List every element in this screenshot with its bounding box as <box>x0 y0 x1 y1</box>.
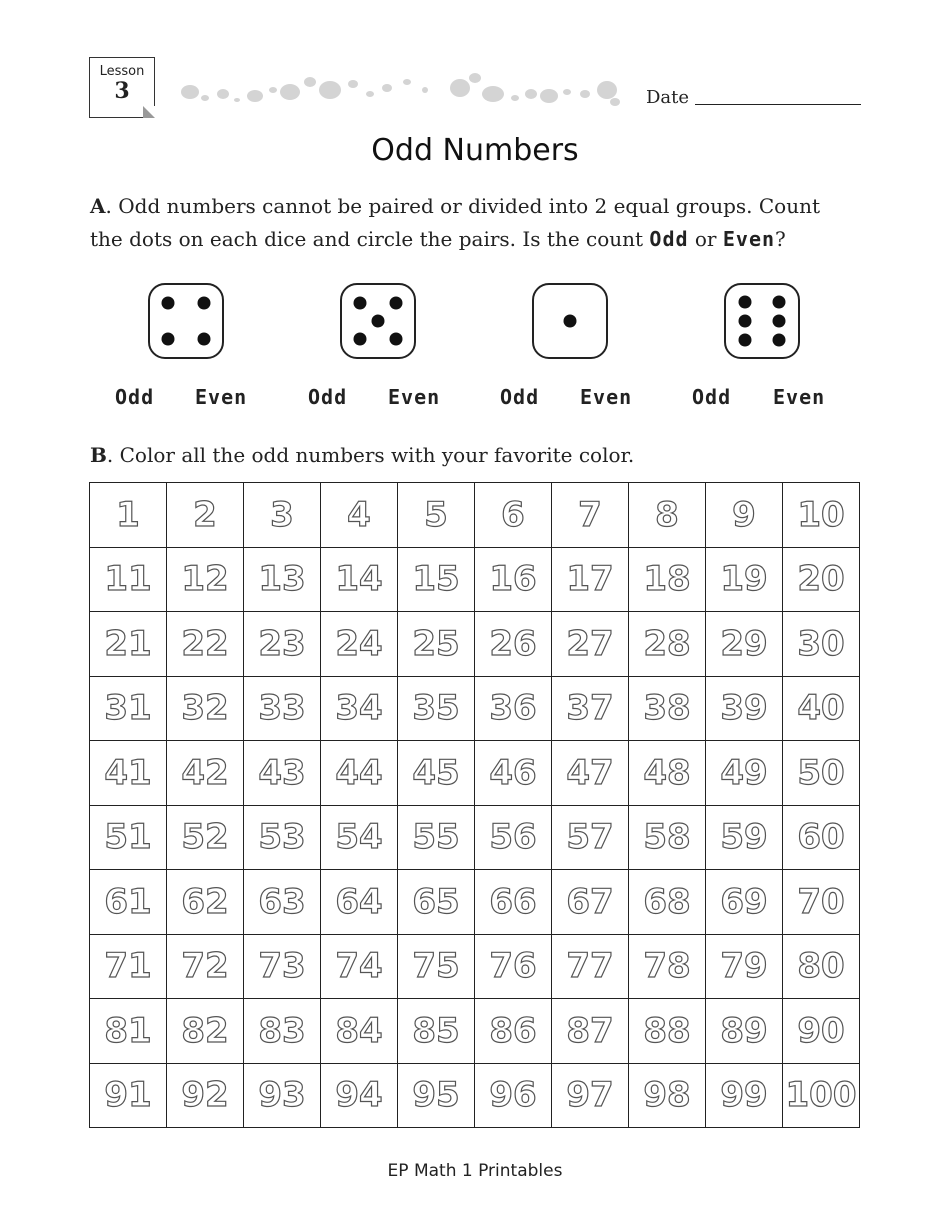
number-cell[interactable]: 26 <box>475 612 552 677</box>
date-field[interactable] <box>646 87 861 108</box>
dice-4-even-choice[interactable]: Even <box>773 385 826 409</box>
number-cell[interactable]: 38 <box>629 676 706 741</box>
number-cell[interactable]: 13 <box>244 547 321 612</box>
number-cell[interactable]: 51 <box>90 805 167 870</box>
section-b-text: . Color all the odd numbers with your favorite color. <box>106 443 635 467</box>
lesson-label: Lesson <box>99 64 145 79</box>
dice-four <box>148 283 224 359</box>
section-b-letter: B <box>90 443 107 467</box>
number-cell[interactable]: 65 <box>398 870 475 935</box>
lesson-number: 3 <box>114 78 130 104</box>
number-cell[interactable]: 50 <box>783 741 860 806</box>
chart-row <box>90 741 860 806</box>
number-cell[interactable]: 4 <box>321 483 398 548</box>
chart-row <box>90 547 860 612</box>
number-cell[interactable]: 43 <box>244 741 321 806</box>
number-cell[interactable]: 41 <box>90 741 167 806</box>
number-cell[interactable]: 28 <box>629 612 706 677</box>
number-cell[interactable]: 24 <box>321 612 398 677</box>
number-cell[interactable]: 100 <box>783 1063 860 1128</box>
number-cell[interactable]: 54 <box>321 805 398 870</box>
number-cell[interactable]: 17 <box>552 547 629 612</box>
number-cell[interactable]: 53 <box>244 805 321 870</box>
number-cell[interactable]: 49 <box>706 741 783 806</box>
number-cell[interactable]: 5 <box>398 483 475 548</box>
number-cell[interactable]: 37 <box>552 676 629 741</box>
dice-six <box>724 283 800 359</box>
number-cell[interactable]: 19 <box>706 547 783 612</box>
dice-2-even-choice[interactable]: Even <box>388 385 441 409</box>
number-cell[interactable]: 45 <box>398 741 475 806</box>
footer: EP Math 1 Printables <box>387 1161 563 1181</box>
number-cell[interactable]: 22 <box>167 612 244 677</box>
number-cell[interactable]: 81 <box>90 999 167 1064</box>
dice-4-odd-choice[interactable]: Odd <box>692 385 732 409</box>
number-cell[interactable]: 6 <box>475 483 552 548</box>
section-a-text: . Odd numbers cannot be paired or divided into 2 equal groups. Count the dots on each dice and circle the pairs. Is the count <box>90 194 821 251</box>
number-cell[interactable]: 94 <box>321 1063 398 1128</box>
number-cell[interactable]: 72 <box>167 934 244 999</box>
number-cell[interactable]: 59 <box>706 805 783 870</box>
number-cell[interactable]: 69 <box>706 870 783 935</box>
number-cell[interactable]: 99 <box>706 1063 783 1128</box>
section-a-letter: A <box>90 194 106 218</box>
number-cell[interactable]: 86 <box>475 999 552 1064</box>
section-a-or: or <box>688 227 723 251</box>
number-cell[interactable]: 92 <box>167 1063 244 1128</box>
number-cell[interactable]: 36 <box>475 676 552 741</box>
number-cell[interactable]: 84 <box>321 999 398 1064</box>
section-a-qmark: ? <box>775 227 786 251</box>
number-cell[interactable]: 18 <box>629 547 706 612</box>
number-cell[interactable]: 87 <box>552 999 629 1064</box>
number-cell[interactable]: 25 <box>398 612 475 677</box>
dice-3-odd-choice[interactable]: Odd <box>500 385 540 409</box>
number-cell[interactable]: 75 <box>398 934 475 999</box>
number-cell[interactable]: 93 <box>244 1063 321 1128</box>
number-cell[interactable]: 52 <box>167 805 244 870</box>
dice-3-even-choice[interactable]: Even <box>580 385 633 409</box>
section-a-instructions <box>90 190 850 256</box>
number-cell[interactable]: 8 <box>629 483 706 548</box>
number-cell[interactable]: 2 <box>167 483 244 548</box>
number-cell[interactable]: 3 <box>244 483 321 548</box>
number-cell[interactable]: 11 <box>90 547 167 612</box>
number-cell[interactable]: 62 <box>167 870 244 935</box>
number-cell[interactable]: 35 <box>398 676 475 741</box>
number-cell[interactable]: 98 <box>629 1063 706 1128</box>
dice-five <box>340 283 416 359</box>
number-cell[interactable]: 78 <box>629 934 706 999</box>
decorative-splatter-banner <box>175 70 625 110</box>
number-cell[interactable]: 89 <box>706 999 783 1064</box>
number-cell[interactable]: 85 <box>398 999 475 1064</box>
number-cell[interactable]: 48 <box>629 741 706 806</box>
number-cell[interactable]: 88 <box>629 999 706 1064</box>
page-fold-icon <box>143 106 155 118</box>
section-b-instructions <box>90 439 850 472</box>
number-cell[interactable]: 90 <box>783 999 860 1064</box>
number-cell[interactable]: 79 <box>706 934 783 999</box>
number-cell[interactable]: 10 <box>783 483 860 548</box>
chart-row <box>90 934 860 999</box>
number-cell[interactable]: 61 <box>90 870 167 935</box>
number-cell[interactable]: 9 <box>706 483 783 548</box>
page-title: Odd Numbers <box>371 133 579 168</box>
number-cell[interactable]: 20 <box>783 547 860 612</box>
number-cell[interactable]: 33 <box>244 676 321 741</box>
number-cell[interactable]: 30 <box>783 612 860 677</box>
number-cell[interactable]: 64 <box>321 870 398 935</box>
odd-word: Odd <box>649 227 689 251</box>
number-cell[interactable]: 31 <box>90 676 167 741</box>
number-cell[interactable]: 80 <box>783 934 860 999</box>
number-cell[interactable]: 68 <box>629 870 706 935</box>
dice-1-odd-choice[interactable]: Odd <box>115 385 155 409</box>
number-cell[interactable]: 34 <box>321 676 398 741</box>
hundreds-chart <box>89 482 860 1128</box>
chart-row <box>90 483 860 548</box>
number-cell[interactable]: 83 <box>244 999 321 1064</box>
dice-one <box>532 283 608 359</box>
number-cell[interactable]: 76 <box>475 934 552 999</box>
chart-row <box>90 612 860 677</box>
number-cell[interactable]: 70 <box>783 870 860 935</box>
number-cell[interactable]: 73 <box>244 934 321 999</box>
number-cell[interactable]: 71 <box>90 934 167 999</box>
number-cell[interactable]: 12 <box>167 547 244 612</box>
number-cell[interactable]: 55 <box>398 805 475 870</box>
number-cell[interactable]: 58 <box>629 805 706 870</box>
number-cell[interactable]: 32 <box>167 676 244 741</box>
number-cell[interactable]: 1 <box>90 483 167 548</box>
number-cell[interactable]: 21 <box>90 612 167 677</box>
number-cell[interactable]: 91 <box>90 1063 167 1128</box>
number-cell[interactable]: 46 <box>475 741 552 806</box>
number-cell[interactable]: 7 <box>552 483 629 548</box>
lesson-badge <box>89 57 155 118</box>
dice-1-even-choice[interactable]: Even <box>195 385 248 409</box>
number-cell[interactable]: 56 <box>475 805 552 870</box>
number-cell[interactable]: 74 <box>321 934 398 999</box>
chart-row <box>90 870 860 935</box>
number-cell[interactable]: 96 <box>475 1063 552 1128</box>
number-cell[interactable]: 57 <box>552 805 629 870</box>
number-cell[interactable]: 23 <box>244 612 321 677</box>
number-cell[interactable]: 39 <box>706 676 783 741</box>
number-cell[interactable]: 47 <box>552 741 629 806</box>
date-line[interactable] <box>695 104 861 105</box>
number-cell[interactable]: 27 <box>552 612 629 677</box>
chart-row <box>90 676 860 741</box>
number-cell[interactable]: 44 <box>321 741 398 806</box>
chart-row <box>90 999 860 1064</box>
number-cell[interactable]: 40 <box>783 676 860 741</box>
number-cell[interactable]: 95 <box>398 1063 475 1128</box>
number-cell[interactable]: 63 <box>244 870 321 935</box>
chart-row <box>90 1063 860 1128</box>
number-cell[interactable]: 97 <box>552 1063 629 1128</box>
chart-row <box>90 805 860 870</box>
number-cell[interactable]: 29 <box>706 612 783 677</box>
number-cell[interactable]: 14 <box>321 547 398 612</box>
number-cell[interactable]: 15 <box>398 547 475 612</box>
number-cell[interactable]: 82 <box>167 999 244 1064</box>
date-label: Date <box>646 87 690 108</box>
number-cell[interactable]: 77 <box>552 934 629 999</box>
number-cell[interactable]: 66 <box>475 870 552 935</box>
number-cell[interactable]: 60 <box>783 805 860 870</box>
even-word: Even <box>722 227 776 251</box>
number-cell[interactable]: 16 <box>475 547 552 612</box>
number-cell[interactable]: 42 <box>167 741 244 806</box>
number-cell[interactable]: 67 <box>552 870 629 935</box>
dice-2-odd-choice[interactable]: Odd <box>308 385 348 409</box>
